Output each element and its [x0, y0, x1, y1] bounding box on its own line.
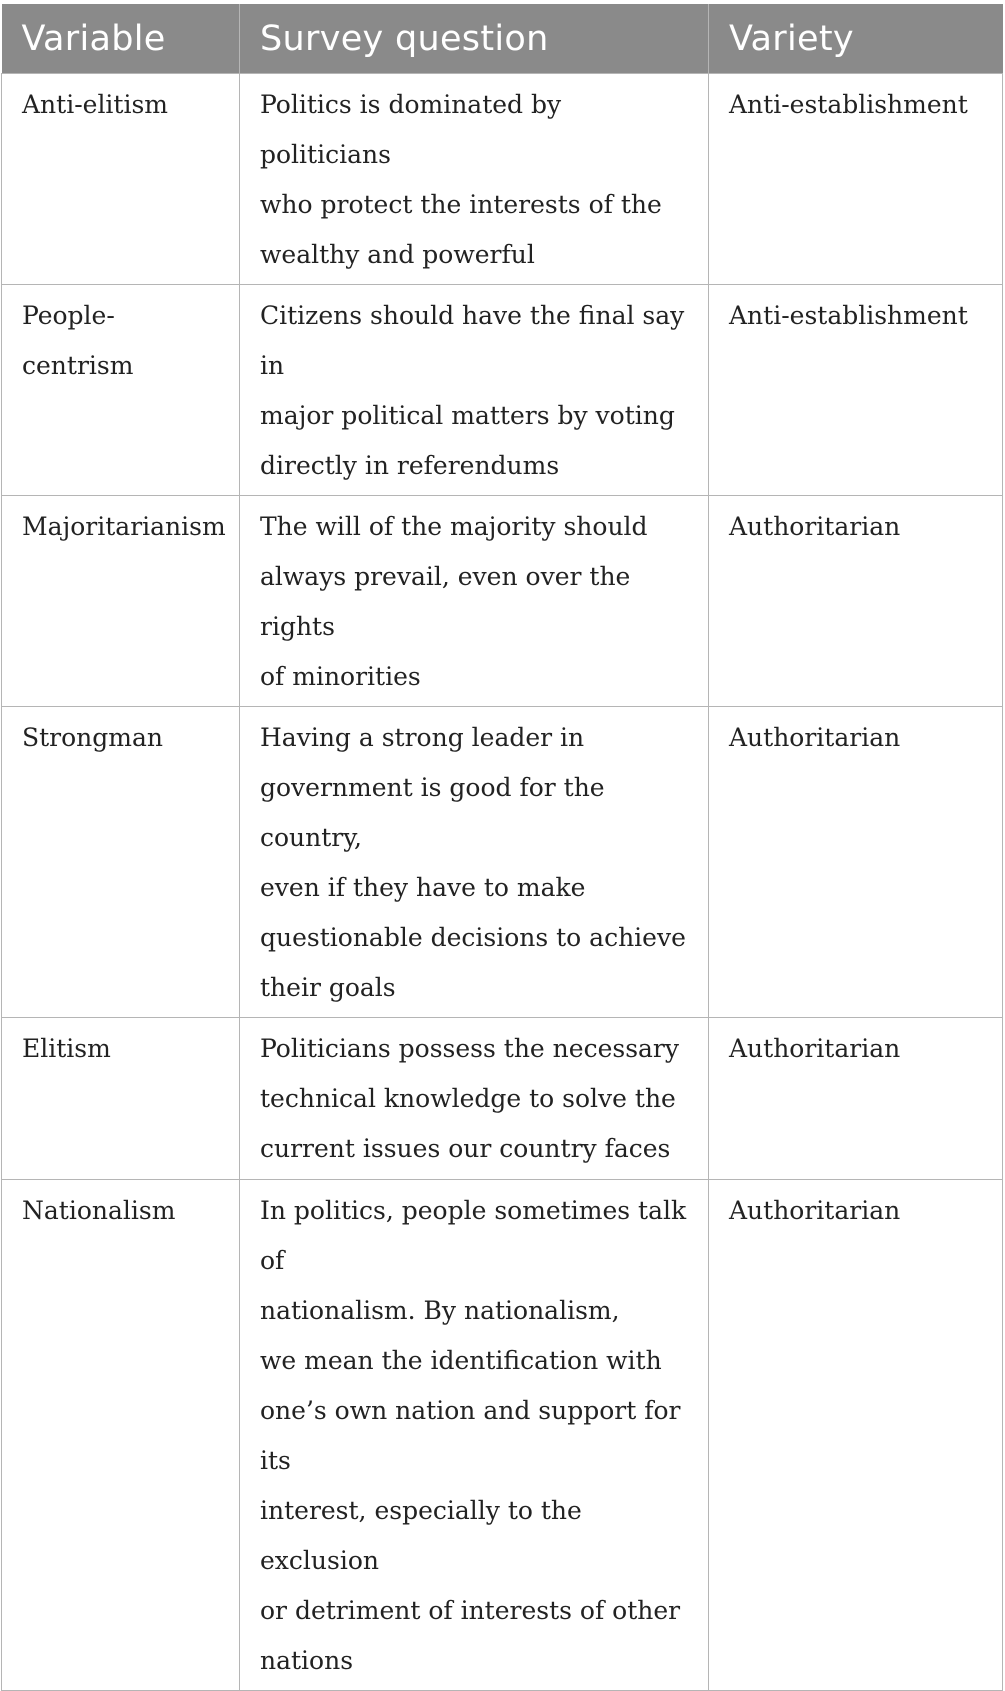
header-survey-question: Survey question [240, 4, 709, 74]
survey-table [1, 4, 1003, 1691]
question-cell [240, 1018, 709, 1180]
variable-cell: Majoritarianism [2, 496, 240, 707]
table-row [2, 74, 1003, 285]
variety-cell: Anti-establishment [709, 74, 1003, 285]
question-text: Citizens should have the final say in major political matters by voting directly in referendums [260, 301, 685, 480]
header-variable: Variable [2, 4, 240, 74]
variable-cell: Strongman [2, 707, 240, 1018]
variety-cell: Anti-establishment [709, 285, 1003, 496]
question-text: Having a strong leader in government is good for the country, even if they have to make questionable decisions to achieve their goals [260, 723, 686, 1002]
variety-cell: Authoritarian [709, 1018, 1003, 1180]
table-row [2, 1180, 1003, 1691]
header-variety: Variety [709, 4, 1003, 74]
table-header [2, 4, 1003, 74]
variety-cell: Authoritarian [709, 496, 1003, 707]
question-cell [240, 1180, 709, 1691]
table-body [2, 74, 1003, 1691]
question-cell [240, 707, 709, 1018]
question-text: The will of the majority should always prevail, even over the rights of minorities [260, 512, 648, 691]
table-row [2, 1018, 1003, 1180]
variable-cell: Elitism [2, 1018, 240, 1180]
question-cell [240, 74, 709, 285]
variable-cell: Anti-elitism [2, 74, 240, 285]
question-text: Politicians possess the necessary technical knowledge to solve the current issues our country faces [260, 1034, 680, 1163]
variable-cell: People-centrism [2, 285, 240, 496]
question-cell [240, 285, 709, 496]
header-row [2, 4, 1003, 74]
question-cell [240, 496, 709, 707]
variety-cell: Authoritarian [709, 707, 1003, 1018]
table-row [2, 707, 1003, 1018]
variety-cell: Authoritarian [709, 1180, 1003, 1691]
variable-cell: Nationalism [2, 1180, 240, 1691]
table-row [2, 496, 1003, 707]
question-text: Politics is dominated by politicians who protect the interests of the wealthy and powerful [260, 90, 662, 269]
table-row [2, 285, 1003, 496]
question-text: In politics, people sometimes talk of nationalism. By nationalism, we mean the identification with one’s own nation and support for its interest, especially to the exclusion or detriment of interests of other nations [260, 1196, 687, 1675]
